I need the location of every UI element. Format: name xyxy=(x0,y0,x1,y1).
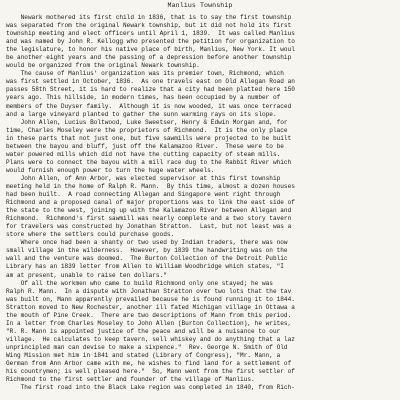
text-line: water powered mills which did not have the cutting capacity of steam mills. xyxy=(6,150,281,158)
text-line: had been built. A road connecting Allegan and Singapore went right through xyxy=(6,191,281,199)
text-line: was built on, Mann apparently prevailed because he is found running it to 1844. xyxy=(6,295,295,303)
text-line: small village in the wilderness. However, by 1839 the handwriting was on the xyxy=(6,247,288,255)
text-line: Stratton moved to New Rochester, another ill fated Michigan village in Ottawa a xyxy=(6,303,295,311)
text-line: wall and the venture was doomed. The Burton Collection of the Detroit Public xyxy=(6,255,288,263)
text-line: would be organized from the original Newark township. xyxy=(6,62,200,70)
text-line: for travelers was constructed by Jonathan Stratton. Last, but not least was a xyxy=(6,223,292,231)
text-line: Where once had been a shanty or two used by Indian traders, there was now xyxy=(6,239,288,247)
text-line: The cause of Manlius' organization was its premier town, Richmond, which xyxy=(6,70,284,78)
text-line: Of all the workmen who came to build Richmond only one stayed; he was xyxy=(6,279,273,287)
text-line: The first road into the Black Lake region was completed in 1840, from Rich- xyxy=(6,384,295,392)
text-line: would furnish enough power to turn the huge water wheels. xyxy=(6,166,215,174)
document-title: Manlius Township xyxy=(167,2,233,9)
text-line: John Allen, Lucius Boltwood, Luke Sweetser, Henry & Edwin Morgan and, for xyxy=(6,118,288,126)
text-line: the state to the west, joining up with the Kalamazoo River between Allegan and xyxy=(6,207,292,215)
text-line: years ago. This hillside, in modern times, has been occupied by a number of xyxy=(6,94,281,102)
text-line: and was named by John R. Kellogg who presented the petition for organization to xyxy=(6,38,295,46)
text-line: "R. R. Mann is appointed justice of the peace and will be a nuisance to our xyxy=(6,327,281,335)
text-line: in these parts that not just one, but five sawmills were projected to be built xyxy=(6,134,292,142)
text-line: be another eight years and the passing of a depression before another township xyxy=(6,54,292,62)
text-line: Ralph R. Mann. In a dispute with Jonathan Stratton over two lots that the tav xyxy=(6,287,292,295)
text-line: was first settled in October, 1836. As one travels east on Old Allegan Road an xyxy=(6,78,295,86)
text-line: Richmond and a proposed canal of major proportions was to link the east side of xyxy=(6,199,295,207)
text-line: the mouth of Pine Creek. There are two descriptions of Mann from this period. xyxy=(6,311,292,319)
text-line: was separated from the original Newark township, but it did not hold its first xyxy=(6,22,292,30)
text-line: John Allen, of Ann Arbor, was elected supervisor at this first township xyxy=(6,174,281,182)
text-line: meeting held in the home of Ralph R. Mann. By this time, almost a dozen houses xyxy=(6,182,295,190)
text-line: passes 58th Street, it is hard to realize that a city had been platted here 150 xyxy=(6,86,295,94)
text-line: Richmond. Richmond's first sawmill was nearly complete and a two story tavern xyxy=(6,215,292,223)
document-body xyxy=(6,14,398,392)
text-line: Wing Mission met him in 1841 and stated (Library of Congress), "Mr. Mann, a xyxy=(6,351,281,359)
text-line: and a large vineyard planted to gather the sunn warming rays on its slope. xyxy=(6,110,277,118)
text-line: village. He calculates to keep tavern, sell whiskey and do anything that a laz xyxy=(6,335,295,343)
text-line: store where the settlers could purchase goods. xyxy=(6,231,175,239)
text-line: unprincipled man can devise to make a sixpence." Rev. George N. Smith of Old xyxy=(6,343,288,351)
text-line: between the bayou and bluff, just off the Kalamazoo River. These were to be xyxy=(6,142,284,150)
text-line: Newark mothered its first child in 1836, that is to say the first township xyxy=(6,14,292,21)
text-line: German from Ann Arbor came with me, he wishes to find land for a settlement of xyxy=(6,360,292,368)
text-line: township meeting and elect officers until April 1, 1839. It was called Manlius xyxy=(6,30,295,38)
text-line: the legislature, to honor his native place of birth, Manlius, New York. It woul xyxy=(6,46,295,54)
text-line: time, Charles Moseley were the proprietors of Richmond. It is the only place xyxy=(6,126,288,134)
text-line: In a letter from Charles Moseley to John Allen (Burton Collection), he writes, xyxy=(6,319,292,327)
text-line: Plans were to connect the bayou with a mill race dug to the Rabbit River which xyxy=(6,158,292,166)
text-line: am at present, unable to raise ten dollars." xyxy=(6,271,167,279)
text-line: his countrymen; is well pleased here." So, Mann went from the first settler of xyxy=(6,368,295,376)
text-line: members of the Duyser family. Although it is now wooded, it was once terraced xyxy=(6,102,292,110)
text-line: Library has an 1839 letter from Allen to William Woodbridge which states, "I xyxy=(6,263,284,271)
text-line: Richmond to the first settler and founder of the village of Manlius. xyxy=(6,376,255,384)
